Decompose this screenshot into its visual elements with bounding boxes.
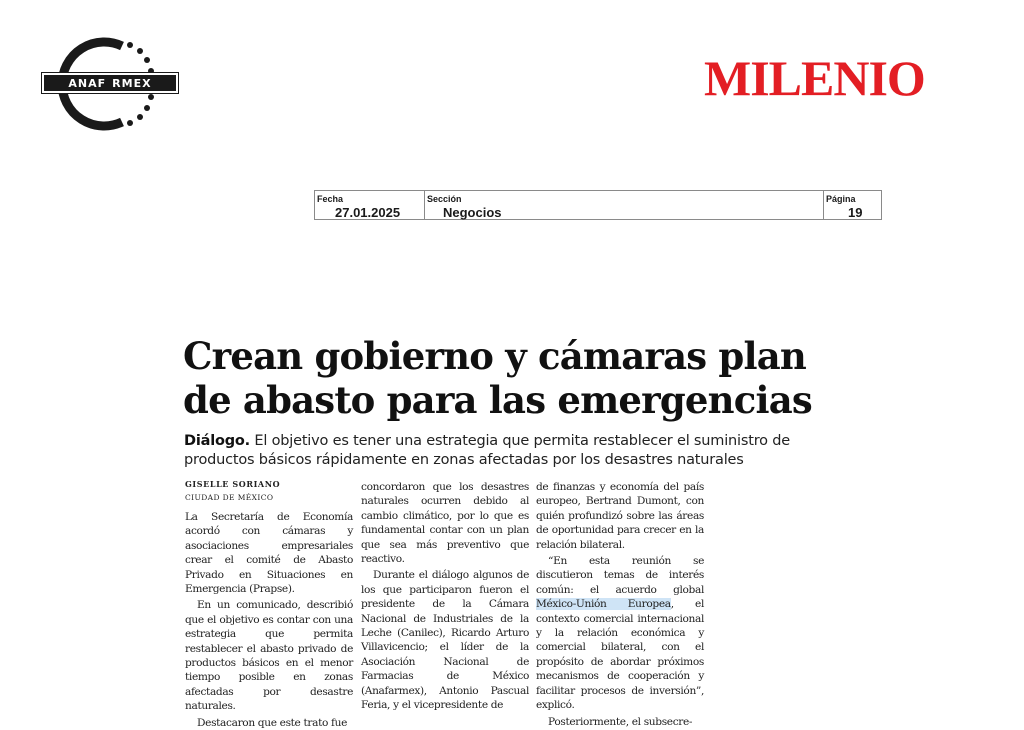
page-label: Página bbox=[826, 194, 856, 204]
article-headline bbox=[183, 334, 823, 422]
section-label: Sección bbox=[427, 194, 462, 204]
milenio-masthead: MILENIO bbox=[704, 50, 925, 106]
quote-text-start: “En esta reunión se discutieron temas de interés común: el acuerdo global bbox=[536, 555, 704, 596]
page-cell bbox=[824, 191, 881, 219]
headline-line-2: de abasto para las emergencias bbox=[183, 378, 812, 422]
paragraph: de finanzas y economía del país europeo, Bertrand Dumont, con quién profundizó sobre las áreas de oportunidad para crecer en la relación bilateral. bbox=[536, 481, 704, 551]
page-value: 19 bbox=[848, 205, 863, 220]
paragraph: concordaron que los desastres naturales ocurren debido al cambio climático, por lo que es fundamental contar con un plan que sea más preventivo que reactivo. bbox=[361, 481, 529, 566]
deck-text: El objetivo es tener una estrategia que permita restablecer el suministro de productos básicos rápidamente en zonas afectadas por los desastres naturales bbox=[184, 433, 790, 468]
paragraph: En un comunicado, describió que el objetivo es contar con una estrategia que permita restablecer el abasto privado de productos básicos en el menor tiempo posible en zonas afectadas por desastre naturales. bbox=[185, 599, 353, 713]
article-deck bbox=[184, 432, 804, 470]
logo-text-left: ANAF bbox=[68, 76, 107, 90]
date-cell bbox=[315, 191, 425, 219]
section-value: Negocios bbox=[443, 205, 502, 220]
highlighted-term: México-Unión Europea bbox=[536, 598, 671, 611]
article-column-3 bbox=[536, 480, 704, 729]
author-byline: GISELLE SORIANO bbox=[185, 479, 281, 489]
paragraph: La Secretaría de Economía acordó con cámaras y asociaciones empresariales crear el comité de Abasto Privado en Situaciones en Emergencia (Prapse). bbox=[185, 511, 353, 596]
date-value: 27.01.2025 bbox=[335, 205, 401, 220]
anafarmex-logo bbox=[40, 36, 180, 132]
quote-text-end: , el contexto comercial internacional y la relación económica y comercial bilateral, con el propósito de abordar próximos mecanismos de cooperación y facilitar procesos de inversión”, explicó. bbox=[536, 598, 704, 712]
paragraph: Destacaron que este trato fue bbox=[197, 716, 347, 729]
paragraph: Posteriormente, el subsecre- bbox=[548, 715, 693, 728]
date-label: Fecha bbox=[317, 194, 344, 204]
headline-line-1: Crean gobierno y cámaras plan bbox=[183, 334, 806, 378]
deck-kicker: Diálogo. bbox=[184, 433, 250, 449]
dateline-city: CIUDAD DE MÉXICO bbox=[185, 493, 274, 502]
info-bar bbox=[314, 190, 882, 220]
paragraph bbox=[536, 554, 704, 712]
article-column-1 bbox=[185, 478, 353, 730]
article-column-2 bbox=[361, 480, 529, 713]
logo-wordmark bbox=[42, 73, 178, 93]
section-cell bbox=[425, 191, 824, 219]
paragraph: Durante el diálogo algunos de los que participaron fueron el presidente de la Cámara Nacional de Industriales de la Leche (Canilec), Ricardo Arturo Villavicencio; el líder de la Asociación Nacional de Farmacias de México (Anafarmex), Antonio Pascual Feria, y el vicepresidente de bbox=[361, 569, 529, 712]
logo-text-right: RMEX bbox=[112, 76, 152, 90]
